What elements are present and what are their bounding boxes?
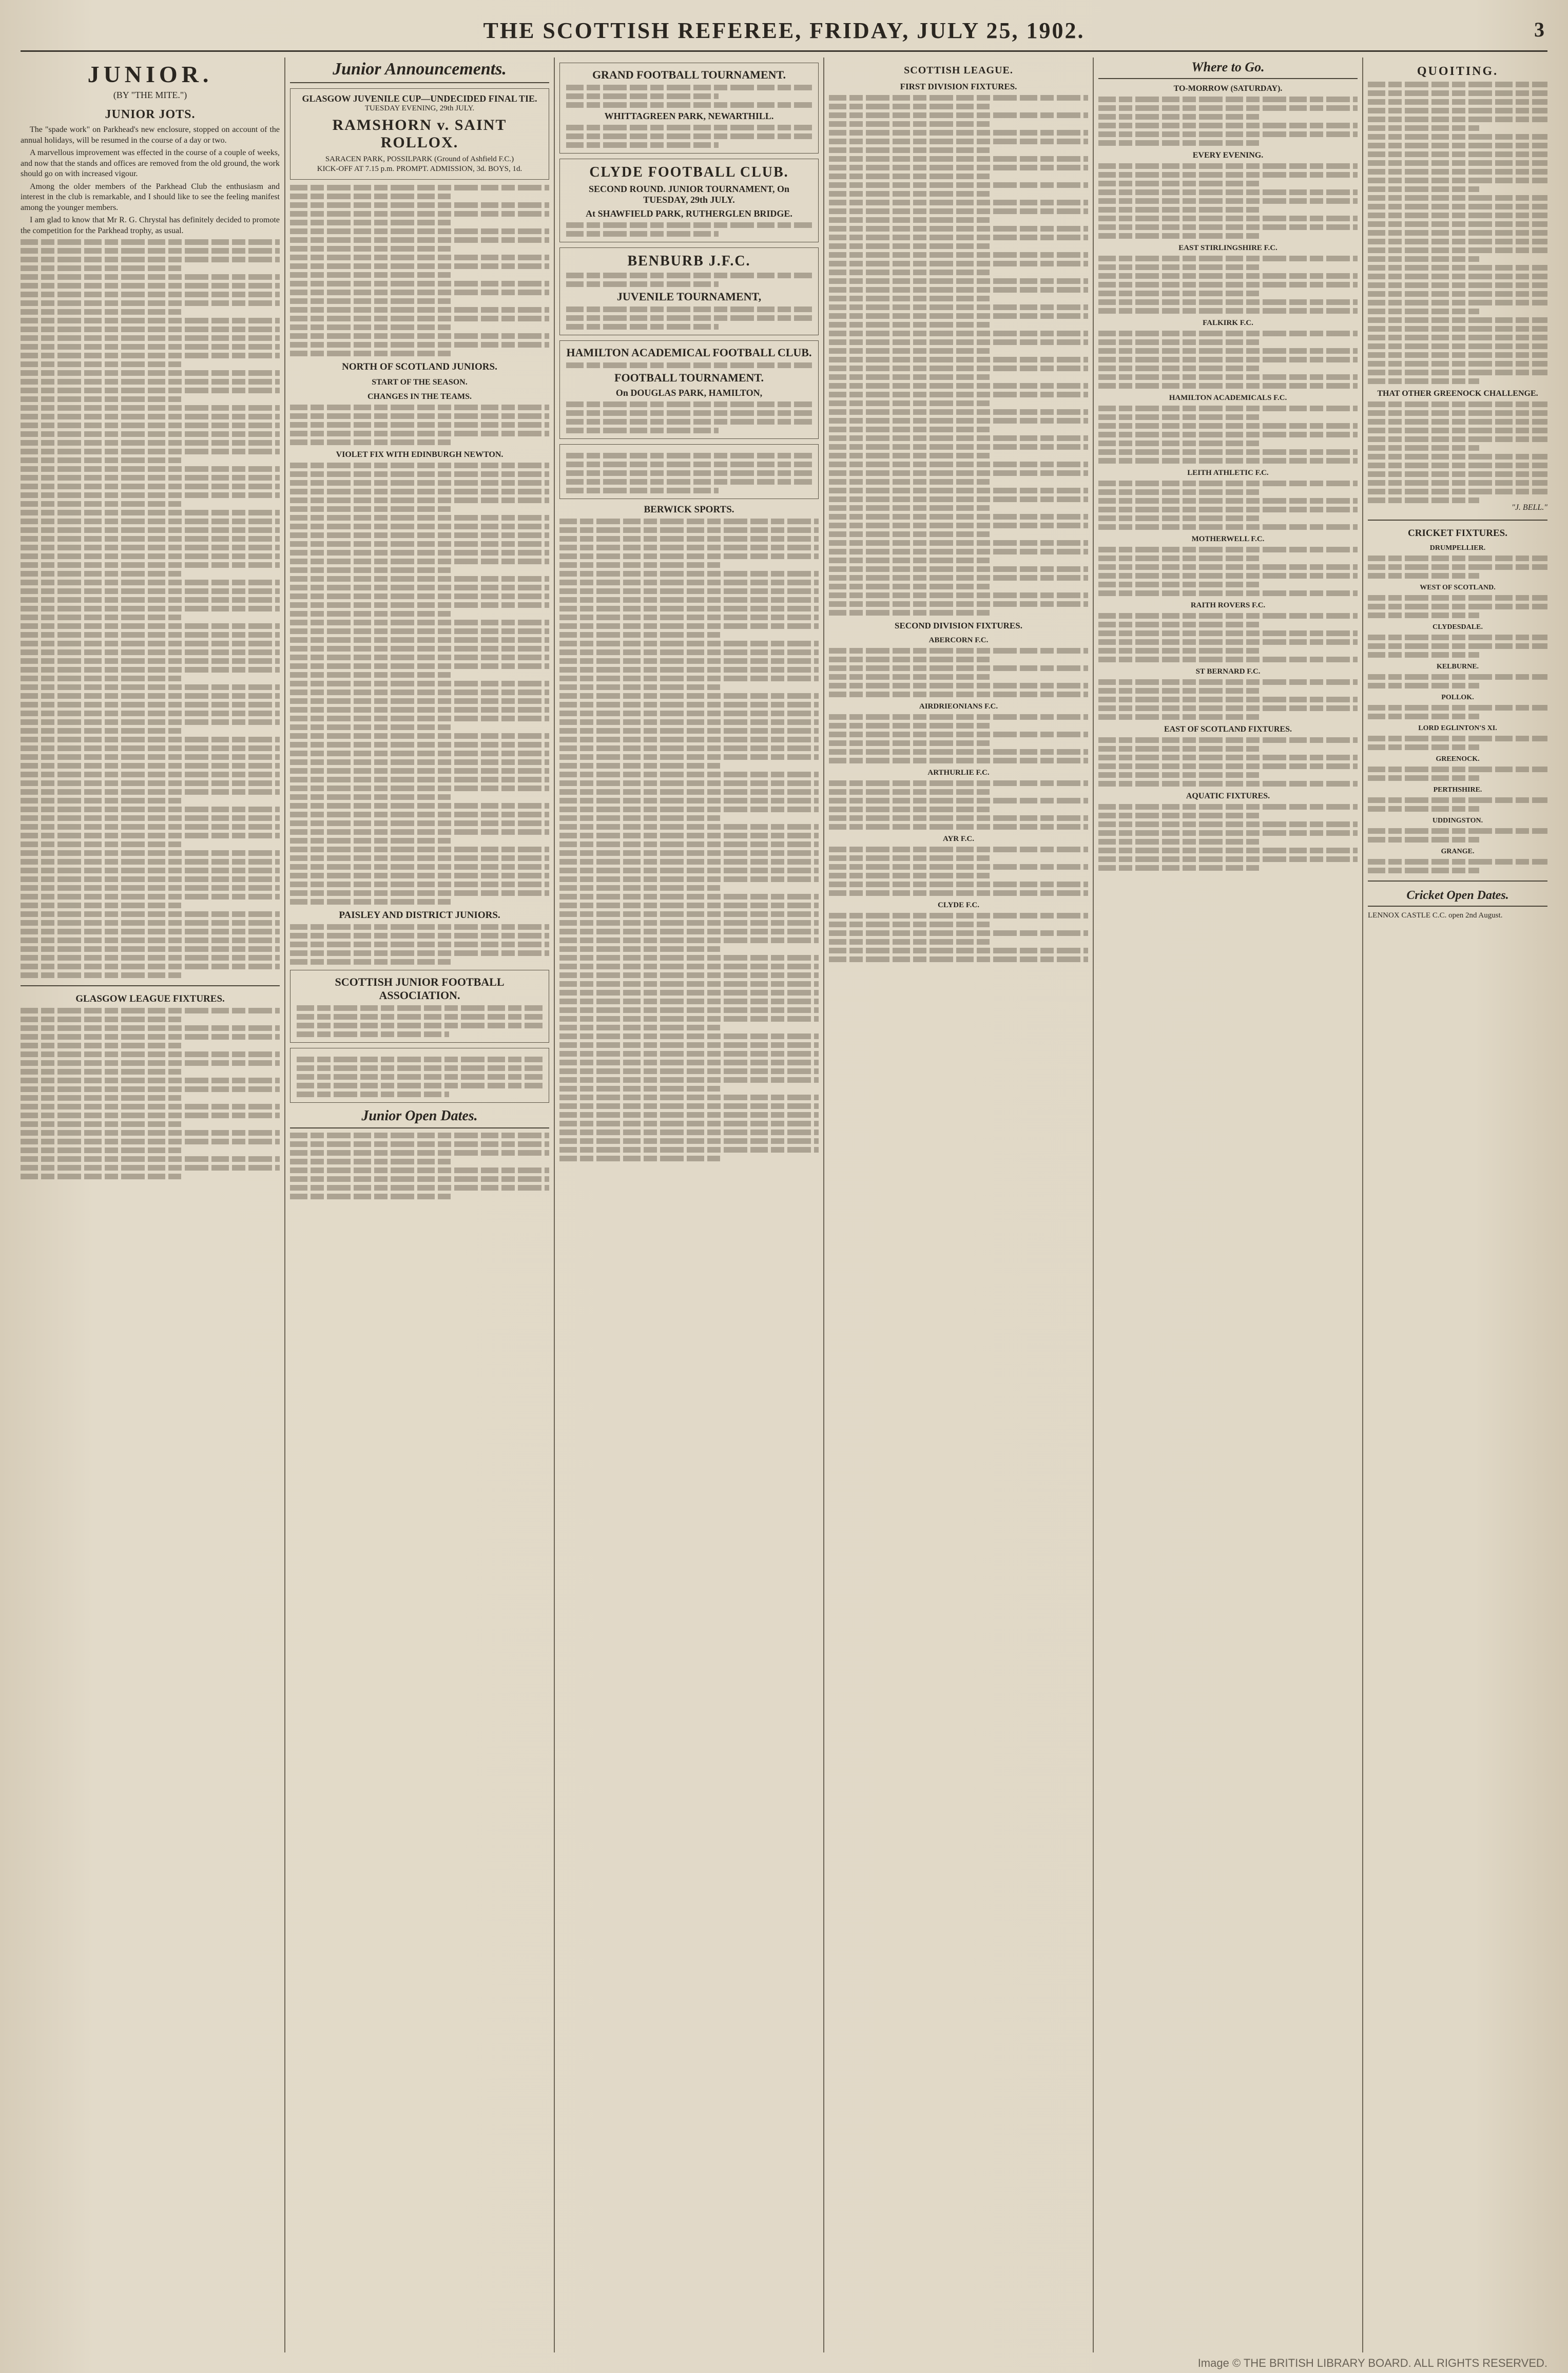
column-tournaments [559, 58, 819, 2352]
cup-date: TUESDAY EVENING, 29th JULY. [364, 104, 475, 112]
signature: "J. BELL." [1512, 503, 1547, 512]
hamilton-title: HAMILTON ACADEMICAL FOOTBALL CLUB. [566, 346, 812, 359]
cricket-club: PERTHSHIRE. [1433, 786, 1482, 794]
hamilton-ground: On DOUGLAS PARK, HAMILTON, [615, 388, 763, 398]
column-junior [21, 58, 280, 2352]
article-body-filler [290, 463, 549, 905]
article-paragraph: A marvellous improvement was effected in the course of a couple of weeks, and now that the stands and offices are removed from the old ground, the work should go on with increased vigour. [21, 148, 280, 178]
cricket-club: CLYDESDALE. [1433, 623, 1483, 631]
ad-lanarkshire [290, 1048, 549, 1103]
image-credit: Image © THE BRITISH LIBRARY BOARD. ALL RIGHTS RESERVED. [1197, 2357, 1547, 2369]
cricket-fixtures-heading: CRICKET FIXTURES. [1408, 528, 1507, 539]
cricket-club: GRANGE. [1441, 848, 1475, 855]
grand-ground: WHITTAGREEN PARK, NEWARTHILL. [604, 111, 774, 121]
fixture-list-filler [290, 185, 549, 356]
first-division-list [829, 95, 1088, 616]
north-sub-2: CHANGES IN THE TEAMS. [367, 392, 472, 401]
aquatic-heading: AQUATIC FIXTURES. [1186, 792, 1270, 800]
club-heading: AYR F.C. [943, 835, 974, 843]
cup-kickoff: KICK-OFF AT 7.15 p.m. PROMPT. ADMISSION, 3d. BOYS, 1d. [317, 165, 522, 173]
article-heading-junior-jots: JUNIOR JOTS. [105, 108, 196, 121]
cricket-club: UDDINGSTON. [1432, 817, 1483, 825]
paisley-heading: PAISLEY AND DISTRICT JUNIORS. [339, 910, 500, 921]
masthead [21, 14, 1547, 52]
ad-hamilton [559, 340, 819, 439]
club-heading: ABERCORN F.C. [928, 636, 989, 644]
quoiting-heading: QUOITING. [1417, 65, 1499, 78]
club-heading: LEITH ATHLETIC F.C. [1187, 469, 1269, 477]
column-rule [1362, 58, 1363, 2352]
where-to-go-heading: Where to Go. [1098, 60, 1358, 79]
grand-title: GRAND FOOTBALL TOURNAMENT. [592, 68, 786, 81]
benburb-sub: JUVENILE TOURNAMENT, [616, 290, 762, 303]
cricket-open-dates-heading: Cricket Open Dates. [1368, 889, 1547, 907]
first-division-heading: FIRST DIVISION FIXTURES. [900, 82, 1017, 91]
cup-ground: SARACEN PARK, POSSILPARK (Ground of Ashfield F.C.) [325, 155, 514, 163]
every-evening-heading: EVERY EVENING. [1192, 151, 1264, 160]
article-body-filler [290, 924, 549, 965]
greenock-body [1368, 401, 1547, 503]
sjfa-title: SCOTTISH JUNIOR FOOTBALL ASSOCIATION. [335, 975, 505, 1002]
club-heading: MOTHERWELL F.C. [1191, 535, 1265, 543]
cricket-club: KELBURNE. [1436, 663, 1479, 671]
cricket-club: DRUMPELLIER. [1429, 544, 1486, 552]
ad-clyde-fc [559, 159, 819, 242]
club-heading: EAST STIRLINGSHIRE F.C. [1178, 244, 1277, 252]
cup-match: RAMSHORN v. SAINT ROLLOX. [332, 117, 507, 151]
column-junior-announcements [290, 58, 549, 2352]
ad-benburb [559, 247, 819, 335]
scottish-league-heading: SCOTTISH LEAGUE. [904, 65, 1013, 76]
column-rule [554, 58, 555, 2352]
article-paragraph: The "spade work" on Parkhead's new enclosure, stopped on account of the annual holidays, will be resumed in the course of a day or two. [21, 125, 280, 145]
cricket-club: WEST OF SCOTLAND. [1420, 584, 1496, 591]
greenock-challenge-heading: THAT OTHER GREENOCK CHALLENGE. [1377, 389, 1538, 398]
ad-grand-tournament [559, 63, 819, 154]
cricket-club: GREENOCK. [1436, 755, 1480, 763]
north-sub-1: START OF THE SEASON. [372, 378, 468, 387]
ad-sjfa [290, 970, 549, 1043]
clyde-ground: At SHAWFIELD PARK, RUTHERGLEN BRIDGE. [586, 208, 792, 219]
cricket-club: POLLOK. [1441, 694, 1474, 701]
benburb-title: BENBURB J.F.C. [627, 253, 751, 269]
junior-open-dates-heading: Junior Open Dates. [290, 1108, 549, 1128]
article-paragraph: I am glad to know that Mr R. G. Chrystal has definitely decided to promote the competition for the Parkhead trophy, as usual. [21, 216, 280, 235]
club-heading: ARTHURLIE F.C. [927, 769, 990, 777]
club-heading: FALKIRK F.C. [1203, 319, 1253, 327]
glasgow-league-fixtures-heading: GLASGOW LEAGUE FIXTURES. [75, 993, 225, 1004]
hamilton-sub: FOOTBALL TOURNAMENT. [614, 371, 764, 384]
junior-announcements-heading: Junior Announcements. [290, 60, 549, 83]
page-number: 3 [1534, 18, 1544, 41]
quoiting-body [1368, 82, 1547, 384]
column-quoiting-cricket [1368, 58, 1547, 2352]
berwick-sports-heading: BERWICK SPORTS. [644, 504, 734, 515]
club-heading: CLYDE F.C. [938, 901, 979, 909]
article-body-filler [21, 239, 280, 978]
cup-title: GLASGOW JUVENILE CUP—UNDECIDED FINAL TIE. [302, 93, 537, 104]
ad-annual-meeting [559, 444, 819, 499]
cricket-club: LORD EGLINTON'S XI. [1418, 724, 1497, 732]
column-rule [1093, 58, 1094, 2352]
column-rule [284, 58, 285, 2352]
column-rule [823, 58, 824, 2352]
east-scotland-heading: EAST OF SCOTLAND FIXTURES. [1164, 725, 1292, 734]
clyde-title: CLYDE FOOTBALL CLUB. [589, 164, 789, 180]
article-paragraph: Among the older members of the Parkhead Club the enthusiasm and interest in the club is remarkable, and I should like to see the feeling manifest among the younger members. [21, 182, 280, 212]
violet-heading: VIOLET FIX WITH EDINBURGH NEWTON. [336, 450, 504, 459]
column-scottish-league [829, 58, 1088, 2352]
club-heading: HAMILTON ACADEMICALS F.C. [1169, 394, 1287, 402]
lennox-castle-notice: LENNOX CASTLE C.C. open 2nd August. [1368, 911, 1503, 920]
section-title-junior: JUNIOR. [87, 61, 213, 87]
ad-glasgow-juvenile-cup [290, 88, 549, 180]
article-body-filler [290, 405, 549, 445]
byline: (BY "THE MITE.") [113, 90, 187, 100]
tomorrow-heading: TO-MORROW (SATURDAY). [1173, 84, 1283, 93]
club-heading: AIRDRIEONIANS F.C. [919, 702, 998, 711]
club-heading: ST BERNARD F.C. [1195, 667, 1261, 676]
column-where-to-go [1098, 58, 1358, 2352]
open-dates-filler [290, 1133, 549, 1199]
clyde-sub: SECOND ROUND. JUNIOR TOURNAMENT, On TUESDAY, 29th JULY. [588, 184, 790, 205]
club-heading: RAITH ROVERS F.C. [1190, 601, 1266, 609]
glasgow-league-fixtures-list [21, 1008, 280, 1179]
north-scotland-heading: NORTH OF SCOTLAND JUNIORS. [342, 361, 497, 372]
second-division-heading: SECOND DIVISION FIXTURES. [895, 621, 1022, 630]
masthead-title: THE SCOTTISH REFEREE, FRIDAY, JULY 25, 1902. [483, 18, 1085, 43]
berwick-sports-body [559, 519, 819, 1161]
